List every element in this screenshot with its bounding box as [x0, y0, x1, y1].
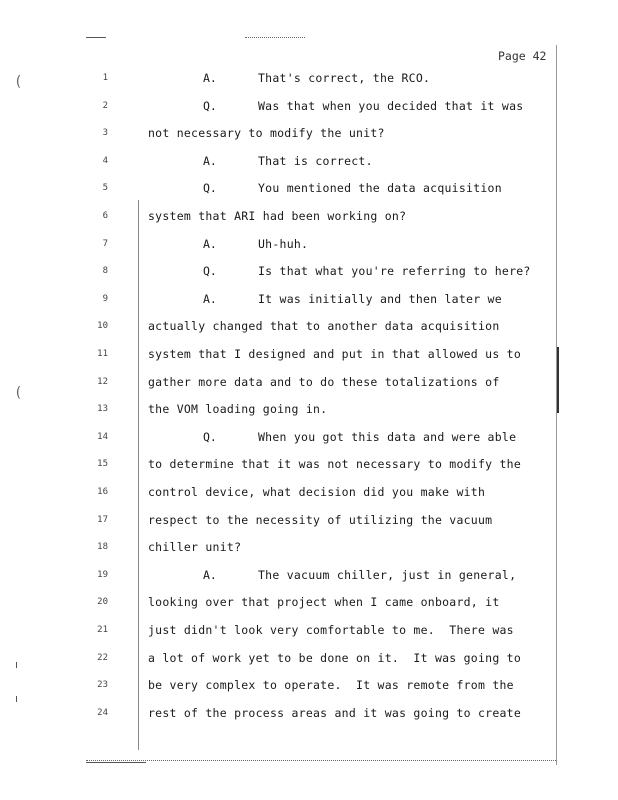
line-number: 13: [97, 404, 108, 415]
line-number: 20: [97, 597, 108, 608]
line-number: 4: [102, 155, 108, 166]
line-number: 9: [102, 293, 108, 304]
line-text: Uh-huh.: [258, 236, 309, 251]
line-text: a lot of work yet to be done on it. It was going to: [148, 650, 522, 665]
line-number: 1: [102, 73, 108, 83]
line-number: 21: [97, 625, 108, 635]
transcript-line: [0, 510, 618, 530]
transcript-line: [0, 372, 618, 392]
line-number: 11: [97, 349, 108, 359]
transcript-line: [0, 703, 618, 723]
transcript-line: [0, 68, 618, 88]
transcript-line: [0, 178, 618, 198]
line-text: You mentioned the data acquisition: [258, 181, 502, 196]
line-number: 14: [97, 431, 108, 442]
transcript-line: [0, 648, 618, 668]
line-text: respect to the necessity of utilizing the vacuum: [148, 512, 493, 527]
line-text: When you got this data and were able: [258, 429, 517, 444]
line-text: That's correct, the RCO.: [258, 71, 431, 85]
transcript-line: [0, 565, 618, 585]
line-text: That is correct.: [258, 153, 373, 168]
line-text: not necessary to modify the unit?: [148, 126, 385, 141]
line-text: The vacuum chiller, just in general,: [258, 567, 517, 582]
line-text: Is that what you're referring to here?: [258, 264, 531, 279]
line-text: chiller unit?: [148, 540, 242, 555]
line-number: 24: [97, 707, 108, 718]
transcript-line: [0, 289, 618, 309]
line-text: rest of the process areas and it was going to create: [148, 705, 522, 720]
line-number: 7: [102, 238, 108, 249]
line-text: control device, what decision did you make with: [148, 485, 486, 499]
transcript-line: [0, 675, 618, 695]
line-number: 6: [102, 211, 108, 221]
line-number: 15: [97, 459, 108, 470]
transcript-line: [0, 316, 618, 336]
page-number-label: Page 42: [498, 49, 547, 63]
hole-punch-mark-icon: (: [14, 74, 23, 90]
margin-tick: [16, 696, 17, 702]
top-dotted-rule: [245, 37, 305, 38]
line-text: system that I designed and put in that allowed us to: [148, 347, 522, 361]
transcript-line: [0, 454, 618, 474]
line-text: to determine that it was not necessary to modify the: [148, 457, 522, 472]
qa-marker: A.: [203, 71, 217, 85]
line-number: 2: [102, 100, 108, 111]
qa-marker: A.: [203, 291, 217, 306]
qa-marker: Q.: [203, 264, 217, 279]
line-number: 10: [97, 321, 108, 332]
line-text: Was that when you decided that it was: [258, 98, 524, 113]
qa-marker: A.: [203, 567, 217, 582]
qa-marker: A.: [203, 153, 217, 168]
line-number: 3: [102, 128, 108, 139]
line-text: the VOM loading going in.: [148, 402, 328, 417]
line-text: gather more data and to do these totalizations of: [148, 374, 500, 389]
transcript-line: [0, 344, 618, 364]
transcript-line: [0, 123, 618, 143]
line-number: 16: [97, 487, 108, 497]
transcript-line: [0, 537, 618, 557]
transcript-line: [0, 427, 618, 447]
bottom-rule: [86, 762, 146, 763]
bottom-dotted-rule: [86, 760, 556, 761]
line-number: 23: [97, 680, 108, 691]
hole-punch-mark-icon: (: [14, 385, 23, 401]
line-number: 22: [97, 652, 108, 663]
transcript-line: [0, 96, 618, 116]
transcript-line: [0, 261, 618, 281]
qa-marker: Q.: [203, 429, 217, 444]
transcript-line: [0, 620, 618, 640]
transcript-line: [0, 234, 618, 254]
transcript-line: [0, 482, 618, 502]
line-number: 19: [97, 569, 108, 580]
line-number: 17: [97, 514, 108, 525]
transcript-line: [0, 592, 618, 612]
line-number: 12: [97, 376, 108, 387]
line-text: be very complex to operate. It was remote from the: [148, 678, 514, 693]
line-number: 18: [97, 542, 108, 553]
line-number: 8: [102, 266, 108, 277]
qa-marker: Q.: [203, 181, 217, 196]
qa-marker: A.: [203, 236, 217, 251]
line-text: just didn't look very comfortable to me. There was: [148, 623, 514, 637]
transcript-line: [0, 151, 618, 171]
line-text: looking over that project when I came onboard, it: [148, 595, 500, 610]
line-number: 5: [102, 183, 108, 194]
transcript-line: [0, 206, 618, 226]
transcript-line: [0, 399, 618, 419]
line-text: actually changed that to another data acquisition: [148, 319, 500, 334]
line-text: It was initially and then later we: [258, 291, 502, 306]
top-rule: [86, 37, 106, 38]
line-text: system that ARI had been working on?: [148, 209, 407, 223]
qa-marker: Q.: [203, 98, 217, 113]
